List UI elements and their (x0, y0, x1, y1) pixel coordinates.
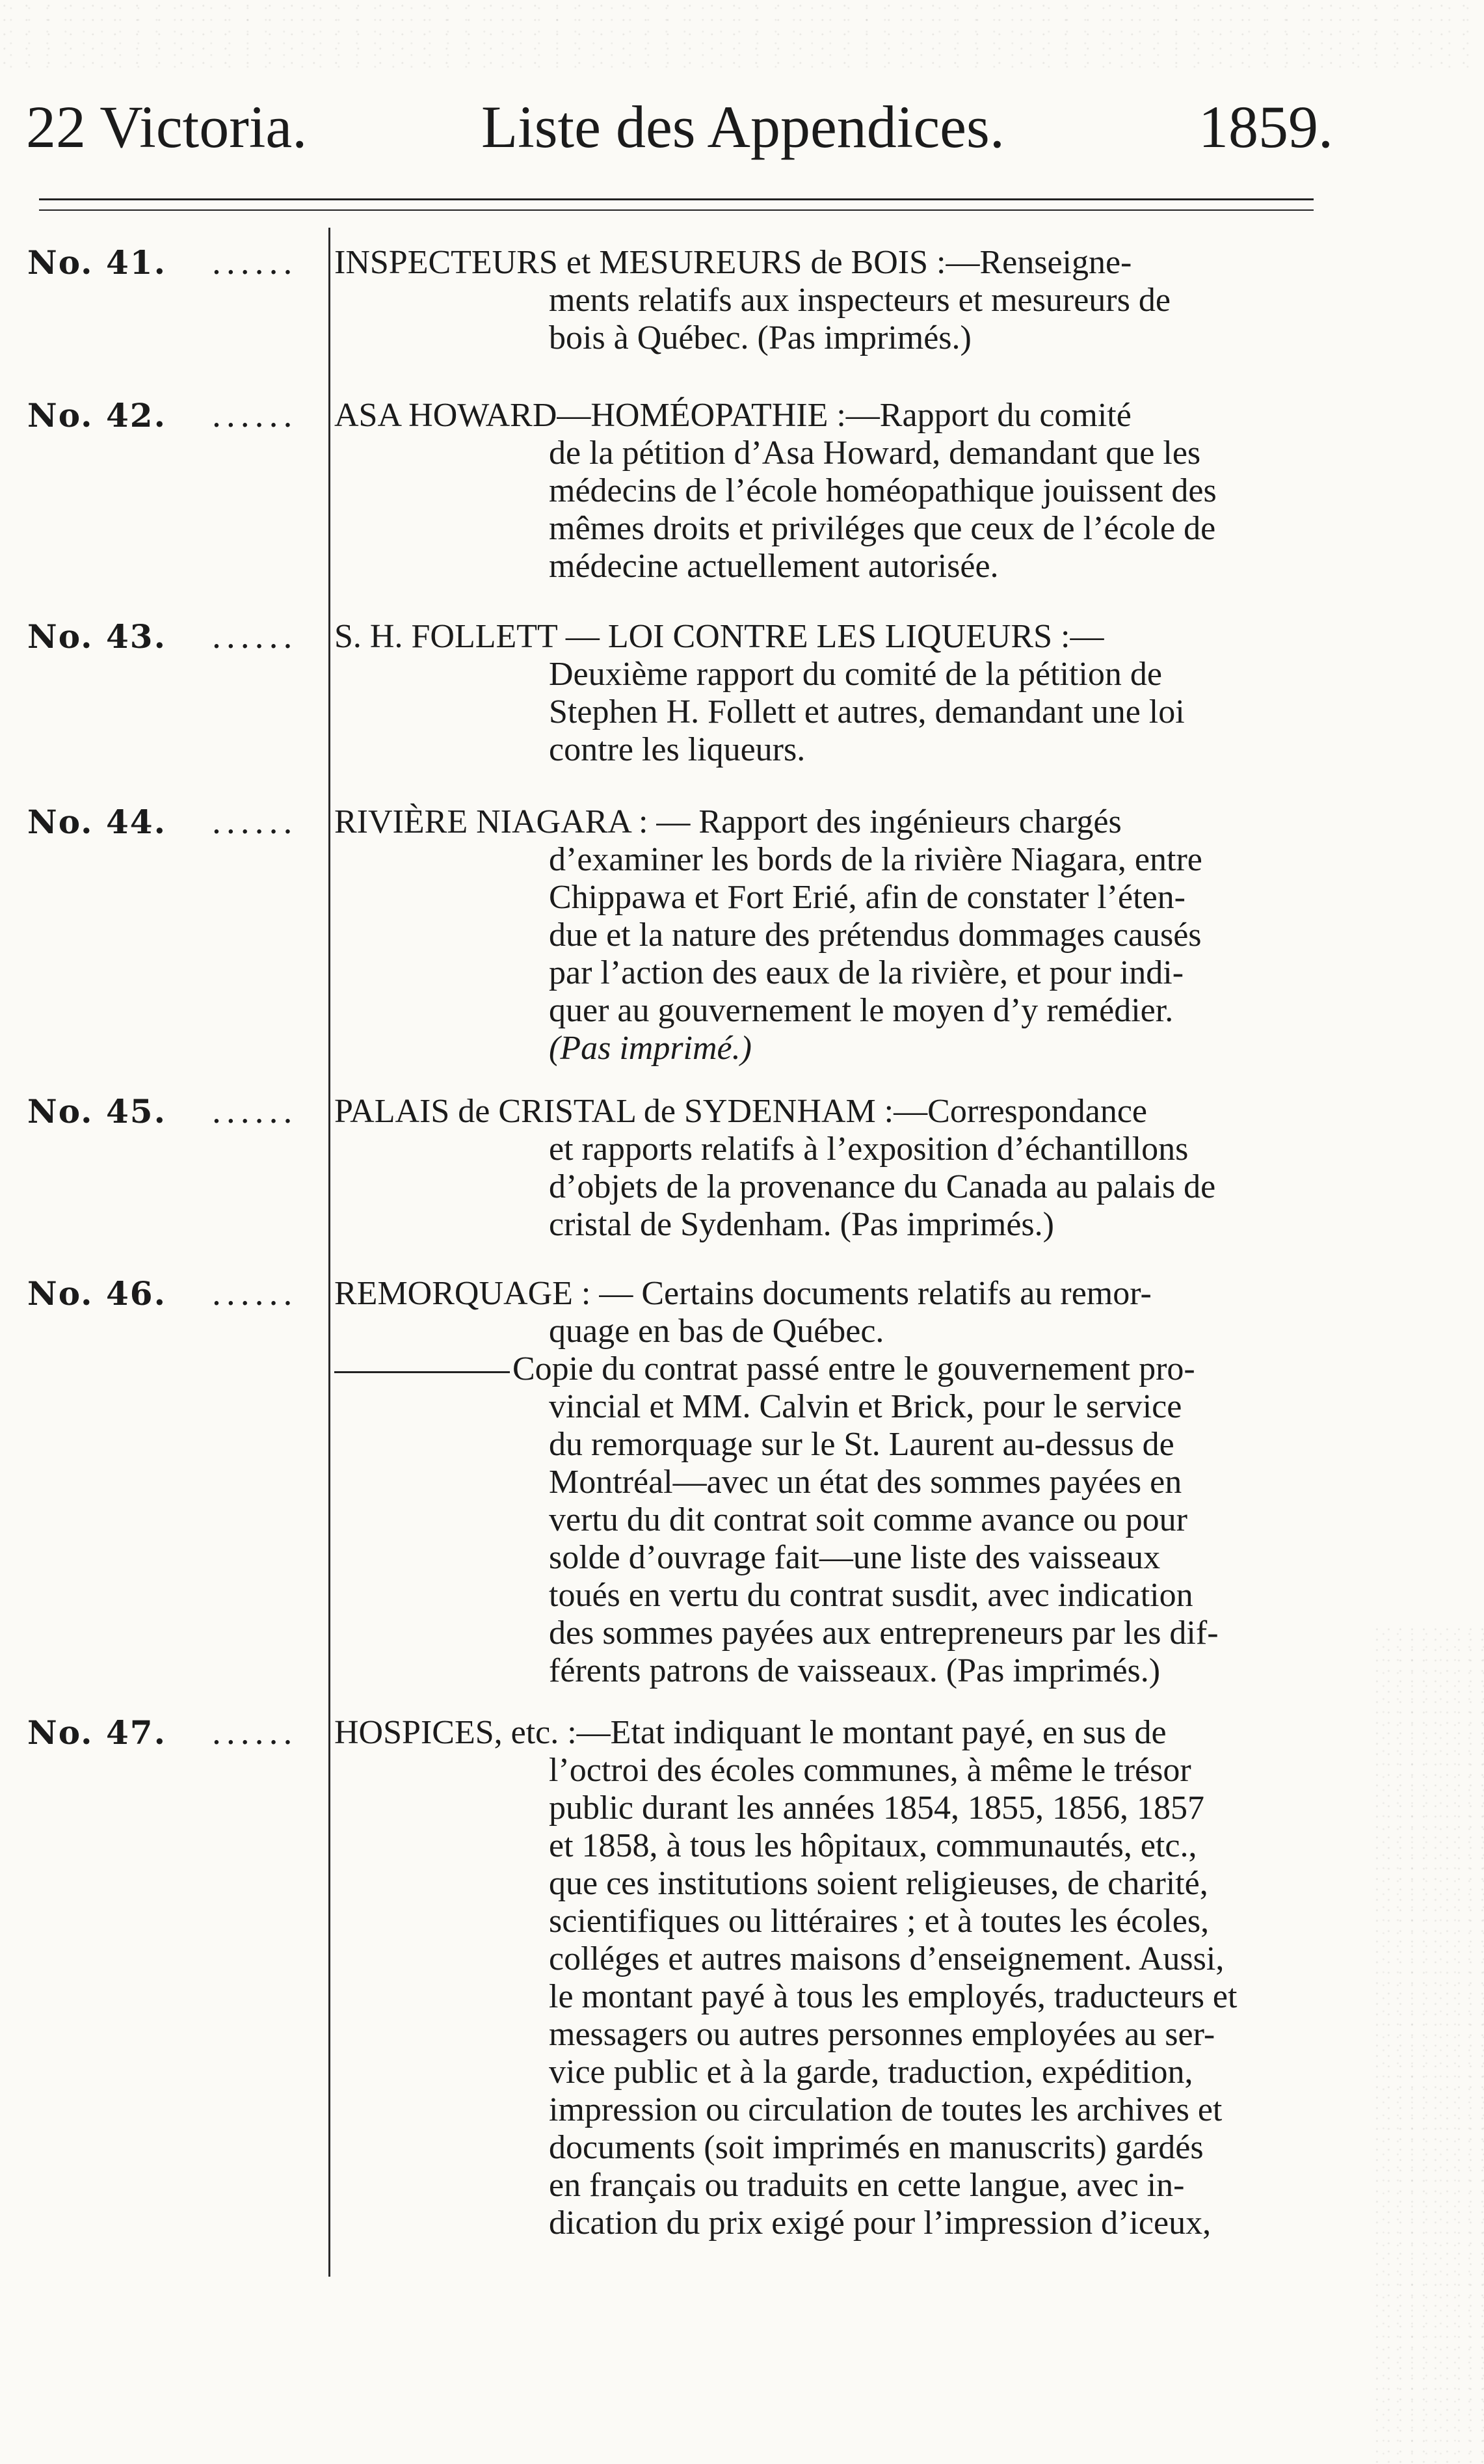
entry-line: impression ou circulation de toutes les archives et (549, 2091, 1223, 2128)
entry-line: ASA HOWARD—HOMÉOPATHIE :—Rapport du comité (334, 397, 1132, 434)
entry-line: cristal de Sydenham. (Pas imprimés.) (549, 1206, 1054, 1243)
entry-line: colléges et autres maisons d’enseignement. Aussi, (549, 1940, 1225, 1977)
entry-body (334, 1714, 1323, 2242)
leader-dots: ...... (211, 803, 297, 841)
entry-line: Stephen H. Follett et autres, demandant une loi (549, 693, 1185, 730)
entry-line: du remorquage sur le St. Laurent au-dessus de (549, 1426, 1174, 1463)
entry-line: férents patrons de vaisseaux. (Pas imprimés.) (549, 1652, 1161, 1689)
entry-line: médecins de l’école homéopathique jouissent des (549, 472, 1217, 509)
entry-line: quage en bas de Québec. (549, 1313, 884, 1350)
entry-line: S. H. FOLLETT — LOI CONTRE LES LIQUEURS :— (334, 618, 1104, 655)
entry-line: Chippawa et Fort Erié, afin de constater l’éten- (549, 879, 1186, 916)
entry-number: No. 43. (27, 617, 166, 656)
entry-line: en français ou traduits en cette langue, avec in- (549, 2167, 1185, 2204)
leader-dots: ...... (211, 1714, 297, 1752)
header-rule-top (39, 198, 1314, 200)
leader-dots: ...... (211, 1275, 297, 1313)
leader-dots: ...... (211, 618, 297, 656)
entry-line: d’examiner les bords de la rivière Niagara, entre (549, 841, 1202, 878)
entry-line: mêmes droits et priviléges que ceux de l’école de (549, 510, 1216, 547)
leader-dots: ...... (211, 1093, 297, 1131)
entry-number: No. 41. (27, 243, 166, 282)
entry-line: RIVIÈRE NIAGARA : — Rapport des ingénieurs chargés (334, 803, 1122, 840)
entry-line: public durant les années 1854, 1855, 1856, 1857 (549, 1789, 1205, 1827)
entry-line: ments relatifs aux inspecteurs et mesureurs de (549, 282, 1171, 319)
entry-line: documents (soit imprimés en manuscrits) gardés (549, 2129, 1204, 2166)
entry-line: vice public et à la garde, traduction, expédition, (549, 2054, 1193, 2091)
entry-line: le montant payé à tous les employés, traducteurs et (549, 1978, 1238, 2015)
entry-line: et rapports relatifs à l’exposition d’échantillons (549, 1131, 1189, 1168)
entry-line: des sommes payées aux entrepreneurs par les dif- (549, 1614, 1219, 1652)
entry-body (334, 618, 1323, 769)
entry-line: toués en vertu du contrat susdit, avec indication (549, 1577, 1193, 1614)
entry-line: scientifiques ou littéraires ; et à toutes les écoles, (549, 1903, 1210, 1940)
entry-line: et 1858, à tous les hôpitaux, communautés, etc., (549, 1827, 1197, 1864)
entry-line: PALAIS de CRISTAL de SYDENHAM :—Correspondance (334, 1093, 1148, 1130)
entry-body (334, 803, 1323, 1067)
entry-line: due et la nature des prétendus dommages causés (549, 917, 1202, 954)
scan-noise-right (1373, 1626, 1484, 2464)
entry-line: solde d’ouvrage fait—une liste des vaisseaux (549, 1539, 1161, 1576)
entry-line: vertu du dit contrat soit comme avance ou pour (549, 1501, 1187, 1538)
entry-line: que ces institutions soient religieuses, de charité, (549, 1865, 1208, 1902)
leader-dots: ...... (211, 397, 297, 435)
entry-line: REMORQUAGE : — Certains documents relatifs au remor- (334, 1275, 1152, 1312)
column-divider (328, 228, 330, 2277)
entry-line: l’octroi des écoles communes, à même le trésor (549, 1752, 1191, 1789)
entry-body (334, 397, 1323, 585)
leader-dots: ...... (211, 244, 297, 282)
entry-number: No. 46. (27, 1274, 166, 1313)
entry-line: HOSPICES, etc. :—Etat indiquant le montant payé, en sus de (334, 1714, 1167, 1751)
entry-line-text: Copie du contrat passé entre le gouvernement pro- (512, 1350, 1195, 1387)
entry-line: dication du prix exigé pour l’impression d’iceux, (549, 2204, 1212, 2242)
entry-number: No. 44. (27, 803, 166, 841)
entry-number: No. 47. (27, 1713, 166, 1752)
header-title: Liste des Appendices. (481, 94, 1005, 160)
page-header (26, 91, 1333, 163)
header-left: 22 Victoria. (26, 94, 308, 160)
entry-body (334, 1275, 1323, 1690)
header-year: 1859. (1199, 94, 1333, 160)
entry-line: médecine actuellement autorisée. (549, 548, 999, 585)
entry-line: bois à Québec. (Pas imprimés.) (549, 319, 972, 356)
entry-line-with-rule (334, 1350, 1323, 1388)
entry-number: No. 45. (27, 1092, 166, 1131)
entry-line: contre les liqueurs. (549, 731, 806, 768)
entry-line: de la pétition d’Asa Howard, demandant que les (549, 435, 1201, 472)
entry-line: (Pas imprimé.) (549, 1030, 752, 1067)
entry-body (334, 244, 1323, 357)
entry-line: d’objets de la provenance du Canada au palais de (549, 1168, 1216, 1205)
entry-line: INSPECTEURS et MESUREURS de BOIS :—Renseigne- (334, 244, 1132, 281)
entry-line: par l’action des eaux de la rivière, et pour indi- (549, 954, 1184, 991)
entry-line: messagers ou autres personnes employées au ser- (549, 2016, 1215, 2053)
entry-body (334, 1093, 1323, 1244)
header-rule-bottom (39, 209, 1314, 211)
entry-line: quer au gouvernement le moyen d’y remédier. (549, 992, 1174, 1029)
entry-number: No. 42. (27, 396, 166, 435)
ditto-rule (334, 1371, 510, 1373)
scan-noise-top (0, 0, 1484, 72)
entry-line: Deuxième rapport du comité de la pétition de (549, 656, 1162, 693)
entry-line: vincial et MM. Calvin et Brick, pour le service (549, 1388, 1182, 1425)
entry-line: Montréal—avec un état des sommes payées en (549, 1464, 1182, 1501)
